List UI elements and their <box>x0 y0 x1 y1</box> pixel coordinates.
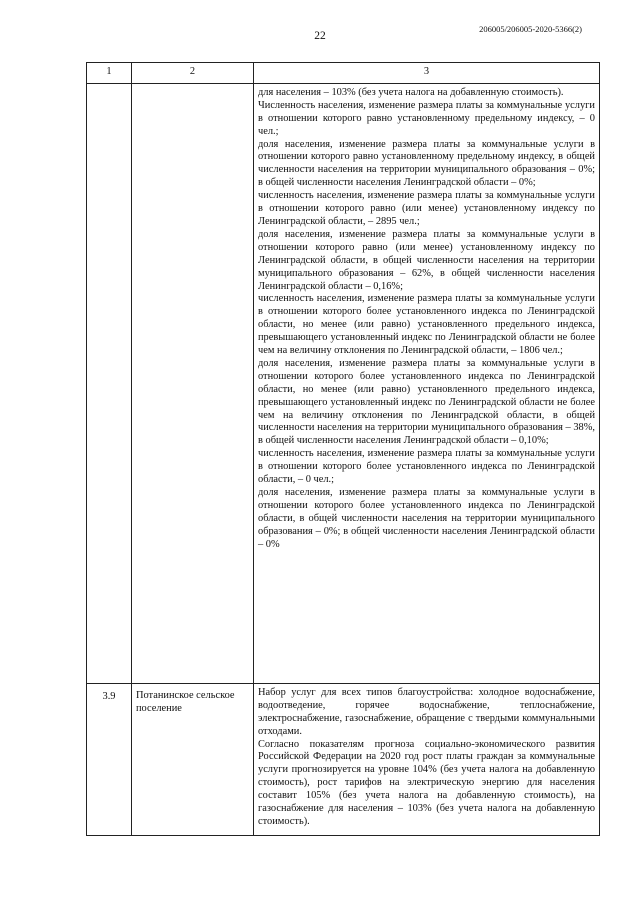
table-row <box>87 683 600 835</box>
description-cell <box>254 683 600 835</box>
paragraph: доля населения, изменение размера платы за коммунальные услуги в отношении которого равно установленному предельному индексу, в общей численности населения на территории муниципального образования – 0%; в общей численности населения Ленинградской области – 0%; <box>258 138 595 189</box>
description-cell <box>254 83 600 683</box>
column-header: 1 <box>87 63 132 84</box>
document-id: 206005/206005-2020-5366(2) <box>479 24 582 34</box>
table-header-row <box>87 63 600 84</box>
row-number-cell: 3.9 <box>87 683 132 835</box>
paragraph: численность населения, изменение размера платы за коммунальные услуги в отношении которого более установленного индекса по Ленинградской области, – 0 чел.; <box>258 448 595 486</box>
tariff-table <box>86 62 600 836</box>
table-row <box>87 83 600 683</box>
paragraph: доля населения, изменение размера платы за коммунальные услуги в отношении которого более установленного индекса по Ленинградской области, в общей численности населения на территории муниципального образования – 0%; в общей численности населения Ленинградской области – 0% <box>258 487 595 550</box>
paragraph: доля населения, изменение размера платы за коммунальные услуги в отношении которого равно (или менее) установленному индексу по Ленинградской области, в общей численности населения на территории муниципального образования – 62%, в общей численности населения Ленинградской области – 0,16%; <box>258 228 595 292</box>
paragraph: Численность населения, изменение размера платы за коммунальные услуги в отношении которого равно установленному предельному индексу, – 0 чел.; <box>258 99 595 137</box>
settlement-name-cell: Потанинское сельское поселение <box>132 683 254 835</box>
paragraph: Набор услуг для всех типов благоустройства: холодное водоснабжение, водоотведение, горячее водоснабжение, теплоснабжение, электроснабжение, газоснабжение, обращение с твердыми коммунальными отходами. <box>258 686 595 737</box>
row-number-cell <box>87 83 132 683</box>
paragraph: численность населения, изменение размера платы за коммунальные услуги в отношении которого более установленного индекса по Ленинградской области, но менее (или равно) установленного предельного индекса, превышающего установленный индекс по Ленинградской области не более чем на величину отклонения по Ленинградской области, – 1806 чел.; <box>258 293 595 357</box>
column-header: 3 <box>254 63 600 84</box>
column-header: 2 <box>132 63 254 84</box>
paragraph: доля населения, изменение размера платы за коммунальные услуги в отношении которого более установленного индекса по Ленинградской области, но менее (или равно) установленного предельного индекса, превышающего установленный индекс по Ленинградской области не более чем на величину отклонения по Ленинградской области, в общей численности населения на территории муниципального образования – 38%, в общей численности населения Ленинградской области – 0,10%; <box>258 357 595 447</box>
settlement-name-cell <box>132 83 254 683</box>
paragraph: численность населения, изменение размера платы за коммунальные услуги в отношении которого равно (или менее) установленному индексу по Ленинградской области, – 2895 чел.; <box>258 190 595 227</box>
paragraph: Согласно показателям прогноза социально-экономического развития Российской Федерации на 2020 год рост платы граждан за коммунальные услуги прогнозируется на уровне 104% (без учета налога на добавленную стоимость), рост тарифов на электрическую энергию для населения составит 105% (без учета налога на добавленную стоимость), на газоснабжение для населения – 103% (без учета налога на добавленную стоимость). <box>258 738 595 827</box>
page-number: 22 <box>314 30 326 42</box>
paragraph: для населения – 103% (без учета налога на добавленную стоимость). <box>258 86 564 98</box>
